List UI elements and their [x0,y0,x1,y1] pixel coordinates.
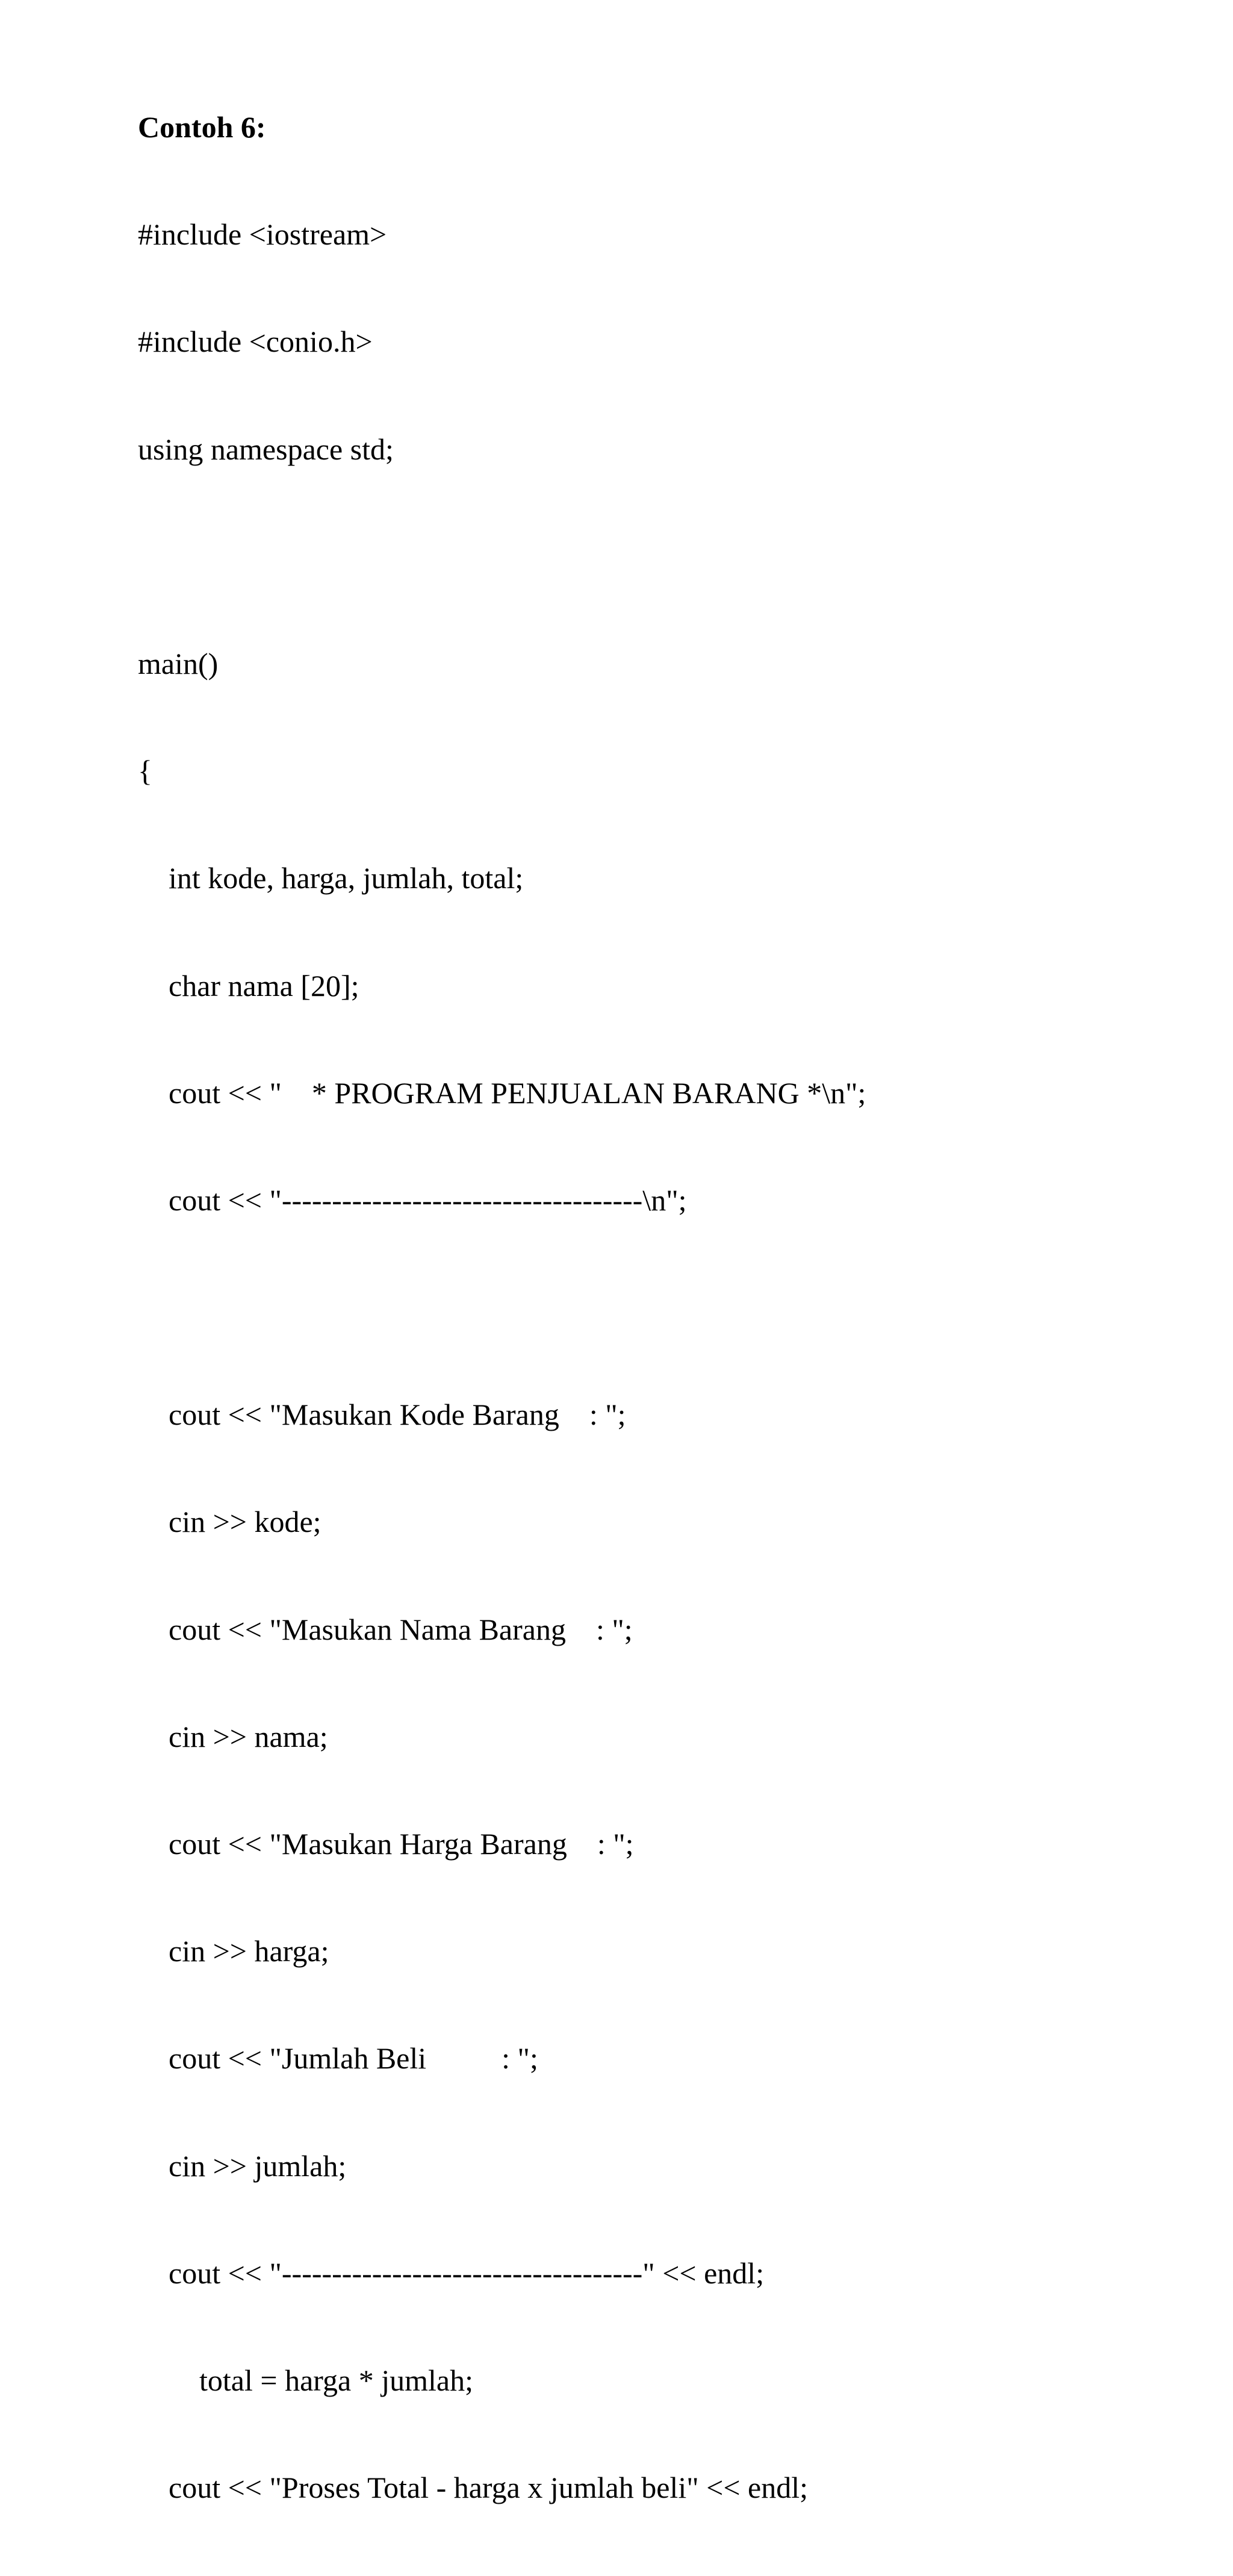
code-line-cout-harga: cout << "Masukan Harga Barang : "; [169,1827,634,1861]
code-line-cout-separator: cout << "------------------------------------\n"; [169,1183,687,1217]
code-line-cout-title: cout << " * PROGRAM PENJUALAN BARANG *\n"; [169,1075,866,1110]
code-line-blank [138,538,866,575]
code-line-main: main() [138,646,219,680]
code-line-blank [138,1289,866,1326]
code-line-using-namespace: using namespace std; [138,432,394,466]
code-line-cin-jumlah: cin >> jumlah; [169,2148,347,2183]
code-line-int-declaration: int kode, harga, jumlah, total; [169,861,524,895]
code-line-cin-kode: cin >> kode; [169,1505,321,1539]
code-line-include-conio: #include <conio.h> [138,325,373,359]
code-line-open-brace: { [138,754,152,788]
code-line-cout-nama: cout << "Masukan Nama Barang : "; [169,1612,633,1646]
code-line-cin-harga: cin >> harga; [169,1934,329,1968]
code-line-include-iostream: #include <iostream> [138,217,387,252]
code-line-cout-jumlah: cout << "Jumlah Beli : "; [169,2041,538,2076]
example-heading: Contoh 6: [138,110,266,144]
code-line-total-assignment: total = harga * jumlah; [199,2363,473,2397]
code-line-cin-nama: cin >> nama; [169,1719,328,1753]
code-line-cout-proses-total: cout << "Proses Total - harga x jumlah beli" << endl; [169,2471,808,2505]
code-line-cout-separator-endl: cout << "------------------------------------" << endl; [169,2256,765,2290]
code-line-char-declaration: char nama [20]; [169,968,359,1003]
code-line-cout-kode: cout << "Masukan Kode Barang : "; [169,1398,626,1432]
code-listing [138,39,866,2576]
